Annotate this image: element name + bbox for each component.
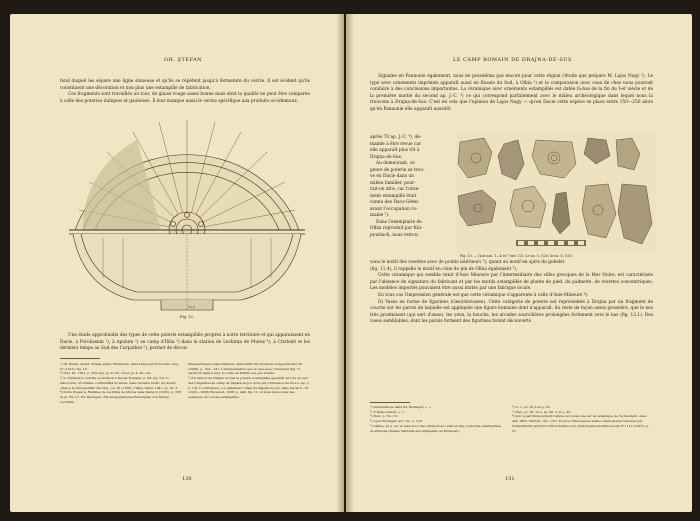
left-body-text	[60, 333, 310, 353]
figure-caption-right: Fig. 13. — (Les nos. 1—4 et 7 env. 1/3. Le no. 5, 1/20, le no. 6, 1/10.	[460, 254, 574, 258]
vessel-drawing	[63, 118, 309, 313]
text-line: vons le motif des rosettes avec de points intérieurs ⁶); quant au motif en spire du gobelet	[370, 260, 565, 265]
right-intro-text	[370, 74, 653, 114]
paragraph: fond duquel les sépare une ligne sinueuse et qu'ils se répètent jusqu'à fermeture du cercle. Il est évident qu'ils constituent une décoration et non plus une estampille de fabrication.	[60, 79, 310, 91]
paragraph: En tous cas l'impression générale est que cette céramique s'apparente à celle d'Asie-Mineure ⁸).	[378, 292, 589, 298]
text-line: mande à être revue car	[370, 141, 421, 147]
paragraph: Ces fragments sont travaillés au tour, de glaise rouge assez bonne mais dont la qualité ne peut être comparée à celle des poteries italiques et gauloises. Il leur manque aussi le vernis spécifique aux produits occidentaux.	[60, 92, 310, 104]
left-intro-text	[60, 79, 310, 105]
footnote-rule	[370, 402, 410, 403]
paragraph: Signalée en Pannonie également, nous ne possédons pas encore pour cette région l'étude que prépare M. Lajos Nagy ¹). Le type avec ornements imprimés apparaît aussi en Russie du Sud, à Olbia ²) et la comparaison avec ceux de chez nous pourrait conduire à des conclusions importantes. La céramique avec ornements estampillés est datée là-bas de la fin du I-er siècle et de la première moitié du second ap. J.-C. ³) ce qui correspond parfaitement avec le milieu archéologique dans lequel nous la trouvons à Drajna-de-Sus. C'est en cela que l'opinion de Lajos Nagy — qu'en Dacie cette espèce se place entre 150—250 alors qu'en Pannonie elle apparaît aussitôt	[370, 74, 653, 112]
footnote: ²) Ibid. Ex. 1901, p. 250 sqq. pl. 9, 26—33 et pl. 4. 40—22.	[60, 371, 152, 376]
text-line: Au demeurant, ce	[376, 161, 415, 166]
footnote: ²) T. Knipowitsch, o. c.	[370, 409, 405, 414]
footnote: ⁸) Voir à part Knipowitsch l'étude de Lovelocke sur la céramique de Tschandarli, dans Abh. Mitt. XXXVII, 101—107. Pour la Tchersonèse même observations relevées par Schmidhardt (aFgunz Ulrich Kalish) voir, Desf-Dosnia Dominica-Lara B I 112 (1927), p. 37.	[512, 414, 649, 433]
sherd-fragments-photo	[456, 134, 656, 252]
paragraph: Une étude approfondie des types de cette poterie estampillée propres à notre territoire et qui apparaissent en Dacie, à Porolissum ¹), à Apulum ²) au camp d'Iliŭa ³) dans la station de Lechința de Mureș ⁴), à Cristești et les derniers temps au Sud des Carpathes ⁵), permet de décou-	[60, 333, 310, 352]
footnote: ⁴) Doris Popescu, Familles de Lechința de Mureș dans Dacia II (1925), p. 358 et pl. XV, 12. Ed. Bernigau, Ein ausgegrabenes Brandgrab von Mureș-Lechința	[60, 390, 181, 404]
footnotes-right-col1	[370, 405, 504, 433]
scale-label: 0 10	[188, 305, 195, 309]
footnotes-left-col2	[188, 362, 310, 400]
right-narrow-column	[370, 135, 454, 239]
footnotes-right-col2	[512, 405, 654, 433]
text-line: genre de poterie se trou-	[370, 167, 425, 173]
footnote: ⁷) Ibid., pl. III, 10 a. pl. VII, 3 et p. 45.	[512, 409, 572, 414]
text-line: powitsch, nous retrou-	[370, 232, 420, 238]
text-line: ment estampillé était	[370, 193, 417, 199]
page-number-right: 131	[505, 476, 515, 482]
text-line: Dans l'exemplaire de	[376, 219, 422, 225]
footnote: ⁶) O. c., pl. IX, 4 et p. 45.	[512, 405, 551, 409]
book-gutter	[336, 14, 354, 512]
text-line: milieu familier, pour-	[370, 180, 416, 186]
footnote: (Siebenbürgen) dans Mannus, Zeitschrift für Deutsche Vorgeschichte 30 (1938), p. 122—141. L'interprétation que le vase avec ornement (fig. 7) serait en liaison avec le culte de Mithra est peu fondée.	[188, 362, 303, 376]
text-line: connu des Daco-Gètes	[370, 200, 419, 205]
text-line: rait-on dire, car l'orne-	[370, 187, 420, 192]
text-line: ve en Dacie dans un	[370, 174, 414, 179]
footnote: ⁵) En dehors de Drajna de Sus la poterie estampillée apparaît encore au sud des Carpathes au camp de Săpata de Jos dont par Christescu de III-e s. ap. J.-C. Cfr. V. Christescu, Le castellum roman de Săpata de Jos, dans Dacia V—VI (1935—1936) Bucarest, 1938, p. 440, fig. 11 on nous renvoyons des exemples de couche estampillée.	[188, 376, 310, 399]
figure-caption-left: Fig. 12.	[180, 315, 194, 319]
text-line: maine ⁵).	[370, 213, 390, 218]
footnotes-left-col1	[60, 362, 182, 404]
footnote: ³) Ibid., p. 50—51.	[370, 414, 399, 419]
footnote-rule	[60, 358, 100, 359]
running-head-right: LE CAMP ROMAIN DE DRAJNA-DE-SUS	[453, 57, 572, 63]
right-continuation-text	[370, 260, 653, 326]
footnote: ¹) Informations dans Ed. Bonlager, o. c.	[370, 405, 432, 409]
running-head-left: GH. ŞTEFAN	[164, 57, 202, 63]
footnote: ¹) Dr. Buday Árpád, Római edény Erdélyben, dans Dolgozatok Torvens, Cluj, IV (1913), fig. 18.	[60, 362, 180, 371]
text-line: elle apparaît plus tôt à	[370, 148, 420, 153]
paragraph: Cette céramique qui semble venir d'Asie Mineure par l'intermédiaire des villes grecques de la Mer Noire, est caractérisée par l'absence de signature du fabricant et par les motifs estampillés de plante de pied, de palmette, de rosettes concentriques. Les modèles importés pouvaient être aussi imités par une fabrique locale.	[370, 273, 653, 292]
text-line: après 70 ap. J.-C. ⁴), de-	[370, 135, 422, 140]
footnote: ⁵) Găsite, en p. ex. le vase avec des ornelons au relief et des couvertes estampillées de Zimicea (Musée National des Antiquités de Bucarest).	[370, 423, 501, 433]
page-number-left: 130	[182, 476, 192, 482]
text-line: avant l'occupation ro-	[370, 206, 418, 212]
text-line: Olbia reproduit par Kni-	[370, 226, 423, 231]
text-line: Drajna-de-Sus.	[370, 154, 403, 160]
footnote: ³) V. Christescu, Istoria economică a Daciei Romane, p. 68, fig. 5-6; C. Daicoviciu, Problema continuității în Dacia, dans Anuarul Instit. de Studii clasice al Universității din Cluj, vol. III (1936—1940), Sibiu, 1941, pl. 22, 3.	[60, 376, 179, 390]
paragraph: D) Vases en forme de figurines (Gesichtsvasen). Cette catégorie de poterie est représentée à Drajna par un fragment de couche sur les parois de laquelle est appliquée une figure humaine dont n'apparaît, du reste de façon assez grossière, que le nez très proéminent (qui sert d'anse), les yeux, la bouche, les arcades sourcilières prolongées fortement vers le bas (fig. 12,1). Des vases semblables, dont les parois forment des figurines furent découverts	[370, 299, 653, 325]
footnote: ⁴) Apud Bonlager, art. cit., p. 133.	[370, 419, 423, 424]
paragraph: (fig. 11,4), il rappelle le motif en cône de pin de Olbia également ⁷).	[370, 266, 518, 272]
